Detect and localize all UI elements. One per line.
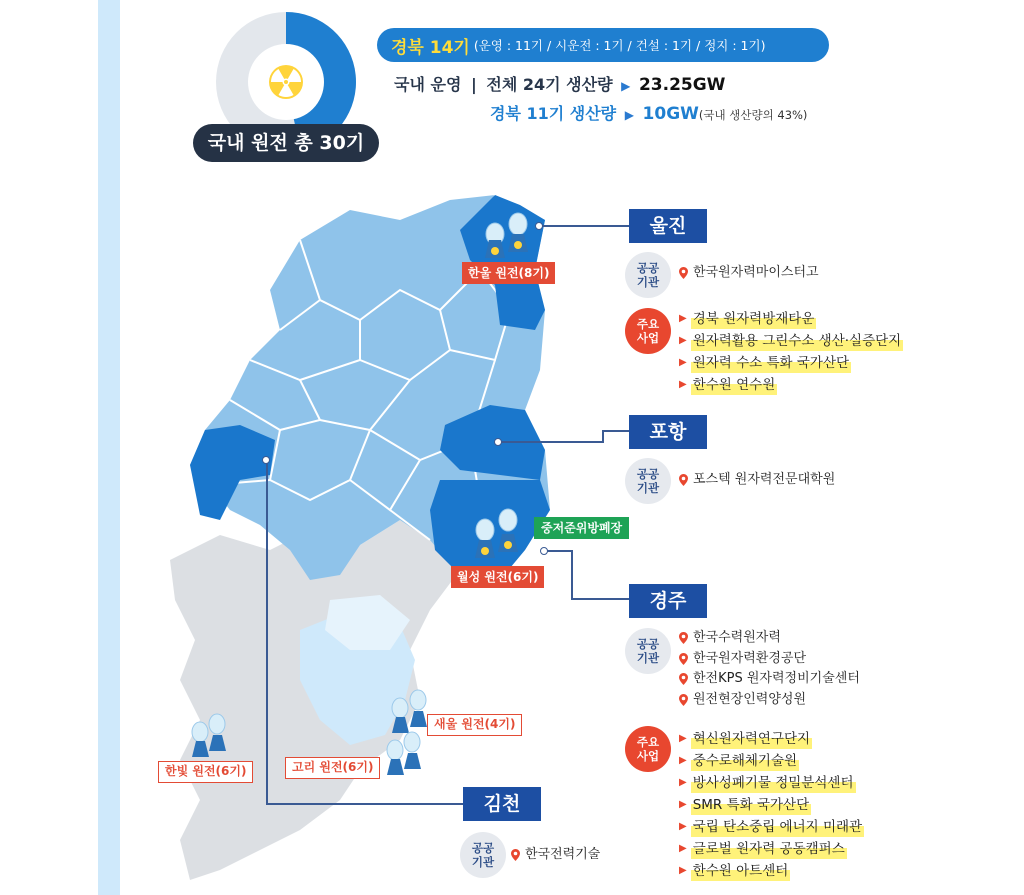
donut-total-label: 국내 원전 총 30기 <box>193 124 379 162</box>
gyeongbuk-text: 경북 11기 생산량 <box>490 104 617 123</box>
pill-breakdown: (운영 : 11기 / 시운전 : 1기 / 건설 : 1기 / 정지 : 1기) <box>473 38 766 53</box>
separator: | <box>470 75 477 94</box>
list-item <box>679 750 864 772</box>
item-text: 혁신원자력연구단지 <box>691 728 812 750</box>
arrow-icon: ▶ <box>679 799 687 810</box>
gyeongbuk-note: (국내 생산량의 43%) <box>698 108 808 122</box>
national-label: 국내 운영 <box>394 75 462 94</box>
pohang-leader-line-h <box>602 430 630 432</box>
left-margin <box>0 0 98 895</box>
item-text: 한국전력기술 <box>525 847 601 862</box>
national-capacity-line <box>394 72 725 95</box>
item-text: 한국원자력환경공단 <box>693 650 807 666</box>
list-item <box>679 352 903 374</box>
list-item <box>679 263 819 284</box>
pohang-public-badge <box>625 458 671 504</box>
list-item <box>679 669 860 690</box>
badge-text: 공공 기관 <box>636 637 660 665</box>
badge-text: 주요 사업 <box>636 317 660 345</box>
gyeongju-marker <box>540 547 548 555</box>
arrow-icon: ▶ <box>679 379 687 390</box>
triangle-arrow-icon: ▶ <box>621 79 631 93</box>
item-text: 중수로해체기술원 <box>691 750 799 772</box>
gyeongbuk-value: 10GW <box>642 104 699 124</box>
location-pin-icon <box>511 849 520 861</box>
list-item <box>511 845 600 866</box>
list-item <box>679 816 864 838</box>
waste-repository-label: 중저준위방폐장 <box>534 517 629 539</box>
item-text: 원자력 수소 특화 국가산단 <box>691 352 851 374</box>
left-accent-stripe <box>98 0 120 895</box>
arrow-icon: ▶ <box>679 777 687 788</box>
list-item <box>679 772 864 794</box>
pohang-marker <box>494 438 502 446</box>
item-text: 포스텍 원자력전문대학원 <box>693 472 836 487</box>
gimcheon-marker <box>262 456 270 464</box>
item-text: 방사성폐기물 정밀분석센터 <box>691 772 856 794</box>
national-value: 23.25GW <box>638 75 726 95</box>
item-text: 한국수력원자력 <box>693 630 781 645</box>
plant-label-kori: 고리 원전(6기) <box>285 757 380 779</box>
badge-text: 공공 기관 <box>636 467 660 495</box>
location-pin-icon <box>679 653 688 665</box>
plant-label-hanul: 한울 원전(8기) <box>462 262 555 284</box>
gimcheon-leader-line-v <box>266 462 268 804</box>
gyeongju-leader-line <box>545 550 572 552</box>
region-header-gyeongju: 경주 <box>629 584 707 618</box>
region-header-pohang: 포항 <box>629 415 707 449</box>
gyeongbuk-capacity-line <box>490 101 807 124</box>
item-text: 한국원자력마이스터고 <box>693 265 819 280</box>
badge-text: 공공 기관 <box>471 841 495 869</box>
list-item <box>679 330 903 352</box>
location-pin-icon <box>679 694 688 706</box>
list-item <box>679 470 835 491</box>
item-text: SMR 특화 국가산단 <box>691 794 811 816</box>
plant-label-saeul: 새울 원전(4기) <box>427 714 522 736</box>
uljin-public-badge <box>625 252 671 298</box>
item-text: 경북 원자력방재타운 <box>691 308 817 330</box>
item-text: 한전KPS 원자력정비기술센터 <box>693 671 860 686</box>
triangle-arrow-icon: ▶ <box>624 108 634 122</box>
item-text: 글로벌 원자력 공동캠퍼스 <box>691 838 847 860</box>
list-item <box>679 728 864 750</box>
location-pin-icon <box>679 632 688 644</box>
arrow-icon: ▶ <box>679 733 687 744</box>
item-text: 한수원 연수원 <box>691 374 778 396</box>
list-item <box>679 838 864 860</box>
location-pin-icon <box>679 267 688 279</box>
badge-text: 주요 사업 <box>636 735 660 763</box>
gyeongju-main-badge <box>625 726 671 772</box>
item-text: 국립 탄소중립 에너지 미래관 <box>691 816 864 838</box>
item-text: 원자력활용 그린수소 생산·실증단지 <box>691 330 904 352</box>
plant-label-hanbit: 한빛 원전(6기) <box>158 761 253 783</box>
uljin-marker <box>535 222 543 230</box>
item-text: 한수원 아트센터 <box>691 860 791 882</box>
gyeongbuk-summary-pill <box>377 28 829 62</box>
location-pin-icon <box>679 474 688 486</box>
gyeongju-leader-line-h <box>571 598 631 600</box>
uljin-main-list <box>679 308 903 396</box>
item-text: 원전현장인력양성원 <box>693 691 807 707</box>
arrow-icon: ▶ <box>679 755 687 766</box>
uljin-public-list <box>679 263 819 284</box>
gimcheon-public-badge <box>460 832 506 878</box>
arrow-icon: ▶ <box>679 335 687 346</box>
badge-text: 공공 기관 <box>636 261 660 289</box>
list-item <box>679 628 860 649</box>
pohang-public-list <box>679 470 835 491</box>
arrow-icon: ▶ <box>679 821 687 832</box>
pill-main-count: 경북 14기 <box>391 37 470 58</box>
pohang-leader-line <box>498 441 603 443</box>
region-header-gimcheon: 김천 <box>463 787 541 821</box>
gimcheon-public-list <box>511 845 600 866</box>
plant-label-wolseong: 월성 원전(6기) <box>451 566 544 588</box>
gimcheon-leader-line-h <box>266 803 466 805</box>
arrow-icon: ▶ <box>679 357 687 368</box>
list-item <box>679 308 903 330</box>
arrow-icon: ▶ <box>679 313 687 324</box>
list-item <box>679 860 864 882</box>
list-item <box>679 649 860 670</box>
uljin-main-badge <box>625 308 671 354</box>
national-text: 전체 24기 생산량 <box>486 75 613 94</box>
location-pin-icon <box>679 673 688 685</box>
gyeongju-public-badge <box>625 628 671 674</box>
list-item <box>679 794 864 816</box>
gyeongju-public-list <box>679 628 860 710</box>
gyeongju-main-list <box>679 728 864 882</box>
region-header-uljin: 울진 <box>629 209 707 243</box>
list-item <box>679 374 903 396</box>
list-item <box>679 690 860 711</box>
arrow-icon: ▶ <box>679 865 687 876</box>
uljin-leader-line <box>540 225 630 227</box>
gyeongju-leader-line-v <box>571 550 573 600</box>
arrow-icon: ▶ <box>679 843 687 854</box>
